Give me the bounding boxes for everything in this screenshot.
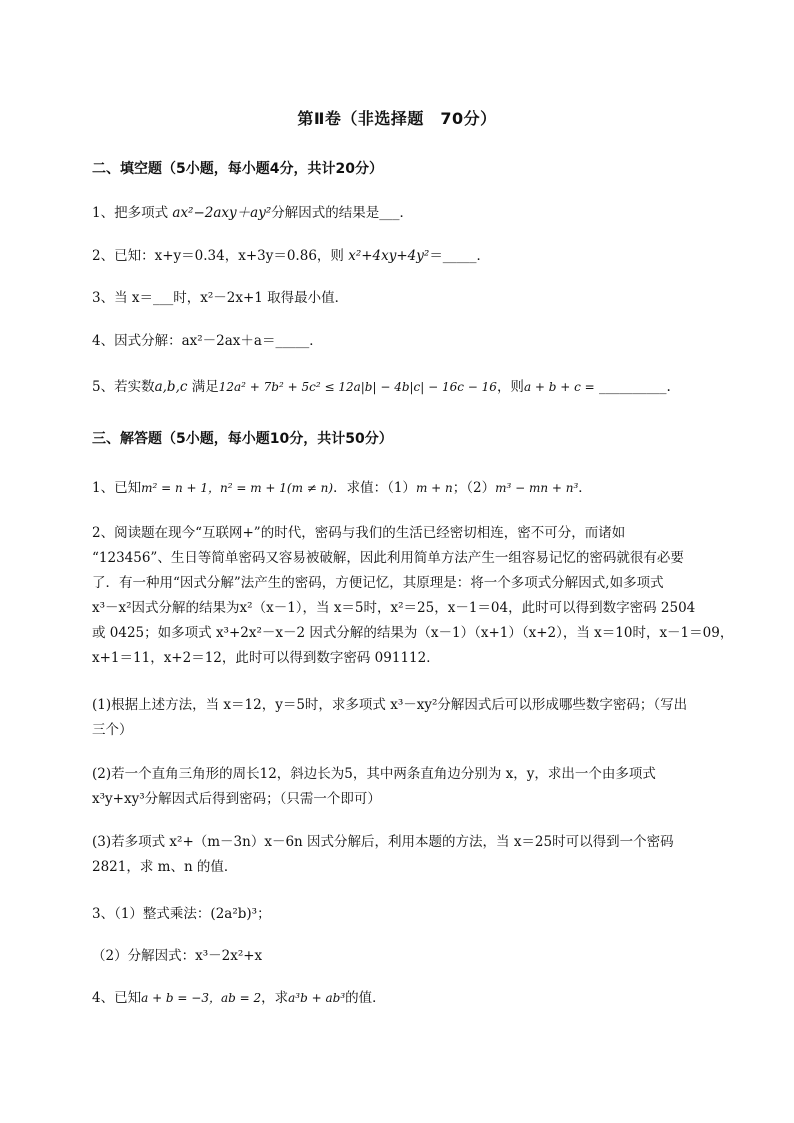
section-heading-answer: 三、解答题（5小题，每小题10分，共计50分） [92,431,393,447]
part-title: 第Ⅱ卷（非选择题 70分） [297,109,497,128]
answer-question-3-part-1: 3、（1）整式乘法：(2a²b)³； [92,906,271,922]
fill-question-2: 2、已知：x+y＝0.34，x+3y＝0.86，则 x²+4xy+4y²＝_____． [92,248,491,264]
section-heading-fill-in: 二、填空题（5小题，每小题4分，共计20分） [92,161,383,177]
given-conditions: x+y＝0.34，x+3y＝0.86，则 [154,248,344,264]
given-equations: m² = n + 1，n² = m + 1(m ≠ n) [141,481,334,495]
polynomial-expression: ax²−2axy＋ay² [172,205,272,221]
answer-question-2-part-3: (3)若多项式 x²+（m－3n）x－6n 因式分解后，利用本题的方法，当 x＝25时可以得到一个密码 2821，求 m、n 的值． [92,834,674,875]
target-expression: x²+4xy+4y² [348,248,430,264]
target-expression: a³b + ab³ [288,991,346,1005]
answer-question-3-part-2: （2）分解因式：x³－2x²+x [92,948,263,964]
fill-question-1: 1、把多项式 ax²−2axy＋ay²分解因式的结果是___． [92,205,413,221]
answer-question-2-part-2: (2)若一个直角三角形的周长12，斜边长为5，其中两条直角边分别为 x，y，求出一个由多项式 x³y+xy³分解因式后得到密码；（只需一个即可） [92,766,656,807]
inequality-expression: 12a² + 7b² + 5c² ≤ 12a|b| − 4b|c| − 16c − 16 [218,380,497,394]
given-conditions: a + b = −3，ab = 2 [141,991,262,1005]
fill-question-3: 3、当 x＝___时，x²－2x+1 取得最小值． [92,290,349,306]
fill-question-5: 5、若实数a,b,c 满足12a² + 7b² + 5c² ≤ 12a|b| − 4b|c| − 16c − 16，则a + b + c = __________. [92,379,671,395]
fill-question-4: 4、因式分解：ax²－2ax＋a＝_____． [92,333,323,349]
answer-question-2-part-1: (1)根据上述方法，当 x＝12，y＝5时，求多项式 x³－xy²分解因式后可以形成哪些数字密码；（写出 三个） [92,697,688,738]
answer-question-2-intro: 2、阅读题在现今“互联网+”的时代，密码与我们的生活已经密切相连，密不可分，而诸如 “123456”、生日等简单密码又容易被破解，因此利用简单方法产生一组容易记忆的密码就很有必要 了．有一种用“因式分解”法产生的密码，方便记忆，其原理是：将一个多项式分解因式,如多项式 x³－x²因式分解的结果为x²（x－1），当 x＝5时，x²＝25，x－1＝04，此时可以得到数字密码 2504 或 0425；如多项式 x³+2x²－x－2 因式分解的结果为（x－1）（x+1）（x+2），当 x＝10时，x－1＝09， x+1＝11，x+2＝12，此时可以得到数字密码 091112． [92,525,734,666]
answer-question-4: 4、已知a + b = −3，ab = 2，求a³b + ab³的值． [92,990,386,1006]
answer-question-1: 1、已知m² = n + 1，n² = m + 1(m ≠ n)．求值：（1）m + n；（2）m³ − mn + n³． [92,480,592,496]
